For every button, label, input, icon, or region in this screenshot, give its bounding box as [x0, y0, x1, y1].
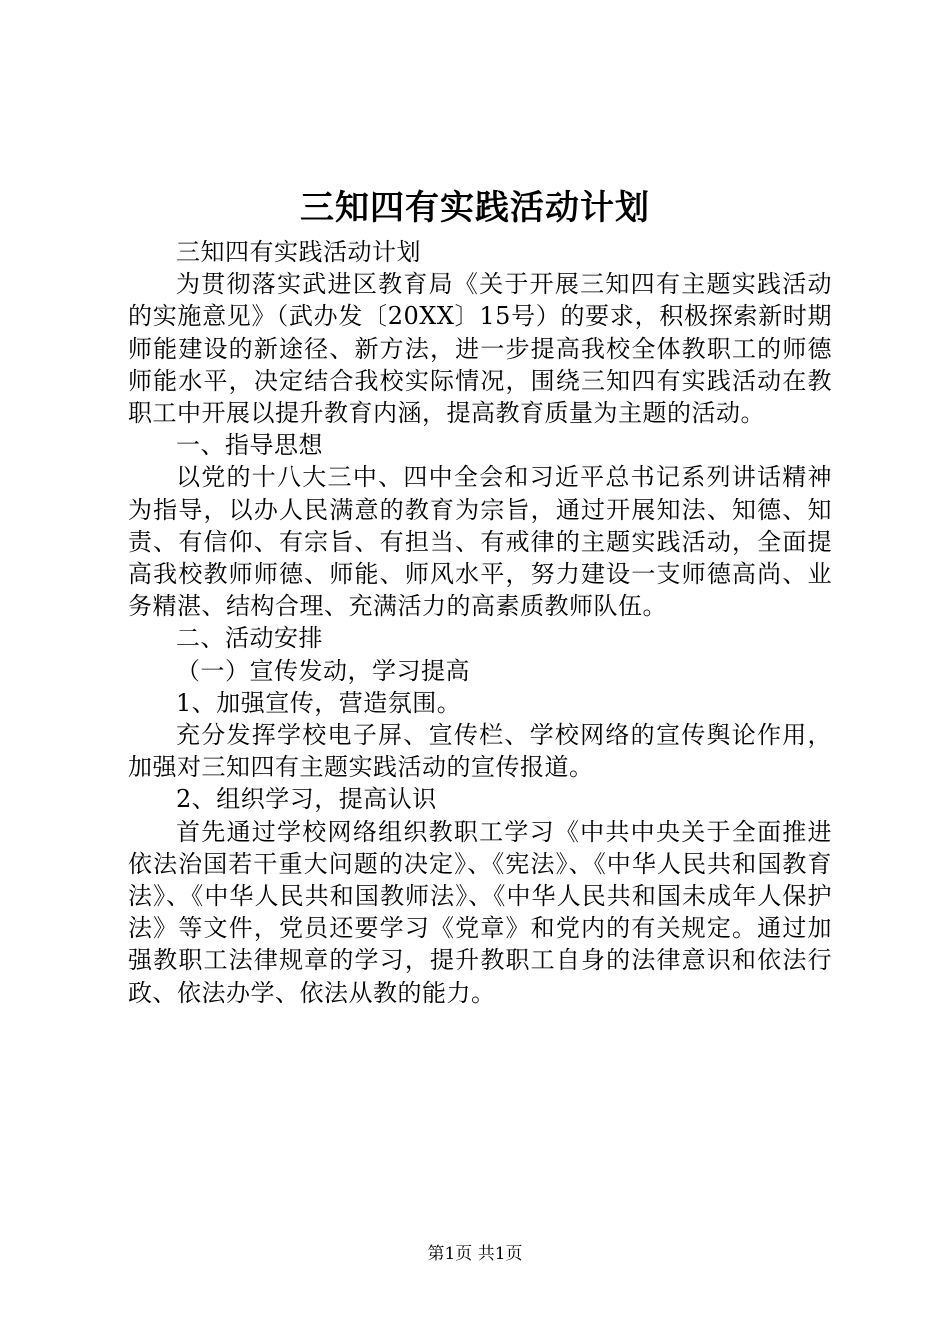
- paragraph-study: 首先通过学校网络组织教职工学习《中共中央关于全面推进依法治国若干重大问题的决定》、《宪法》、《中华人民共和国教育法》、《中华人民共和国教师法》、《中华人民共和国未成年人保护法》等文件，党员还要学习《党章》和党内的有关规定。通过加强教职工法律规章的学习，提升教职工自身的法律意识和依法行政、依法办学、依法从教的能力。: [128, 817, 832, 1007]
- document-title: 三知四有实践活动计划: [300, 188, 650, 228]
- document-body: [128, 236, 832, 1009]
- item-heading-organize-study: 2、组织学习，提高认识: [176, 785, 437, 814]
- heading-guiding-thought: 一、指导思想: [176, 431, 323, 460]
- paragraph-guiding-thought: 以党的十八大三中、四中全会和习近平总书记系列讲话精神为指导，以办人民满意的教育为宗旨，通过开展知法、知德、知责、有信仰、有宗旨、有担当、有戒律的主题实践活动，全面提高我校教师师德、师能、师风水平，努力建设一支师德高尚、业务精湛、结构合理、充满活力的高素质教师队伍。: [128, 463, 832, 621]
- paragraph-subtitle: 三知四有实践活动计划: [176, 238, 421, 266]
- paragraph-publicity: 充分发挥学校电子屏、宣传栏、学校网络的宣传舆论作用，加强对三知四有主题实践活动的宣传报道。: [128, 721, 832, 782]
- item-heading-strengthen-publicity: 1、加强宣传，营造氛围。: [176, 688, 462, 717]
- subheading-publicity: （一）宣传发动，学习提高: [176, 656, 470, 685]
- heading-activity-arrangement: 二、活动安排: [176, 624, 323, 653]
- paragraph-intro: 为贯彻落实武进区教育局《关于开展三知四有主题实践活动的实施意见》（武办发〔20XX〕15号）的要求，积极探索新时期师能建设的新途径、新方法，进一步提高我校全体教职工的师德师能水平，决定结合我校实际情况，围绕三知四有实践活动在教职工中开展以提升教育内涵，提高教育质量为主题的活动。: [128, 270, 832, 428]
- page-footer: 第1页 共1页: [427, 1244, 523, 1264]
